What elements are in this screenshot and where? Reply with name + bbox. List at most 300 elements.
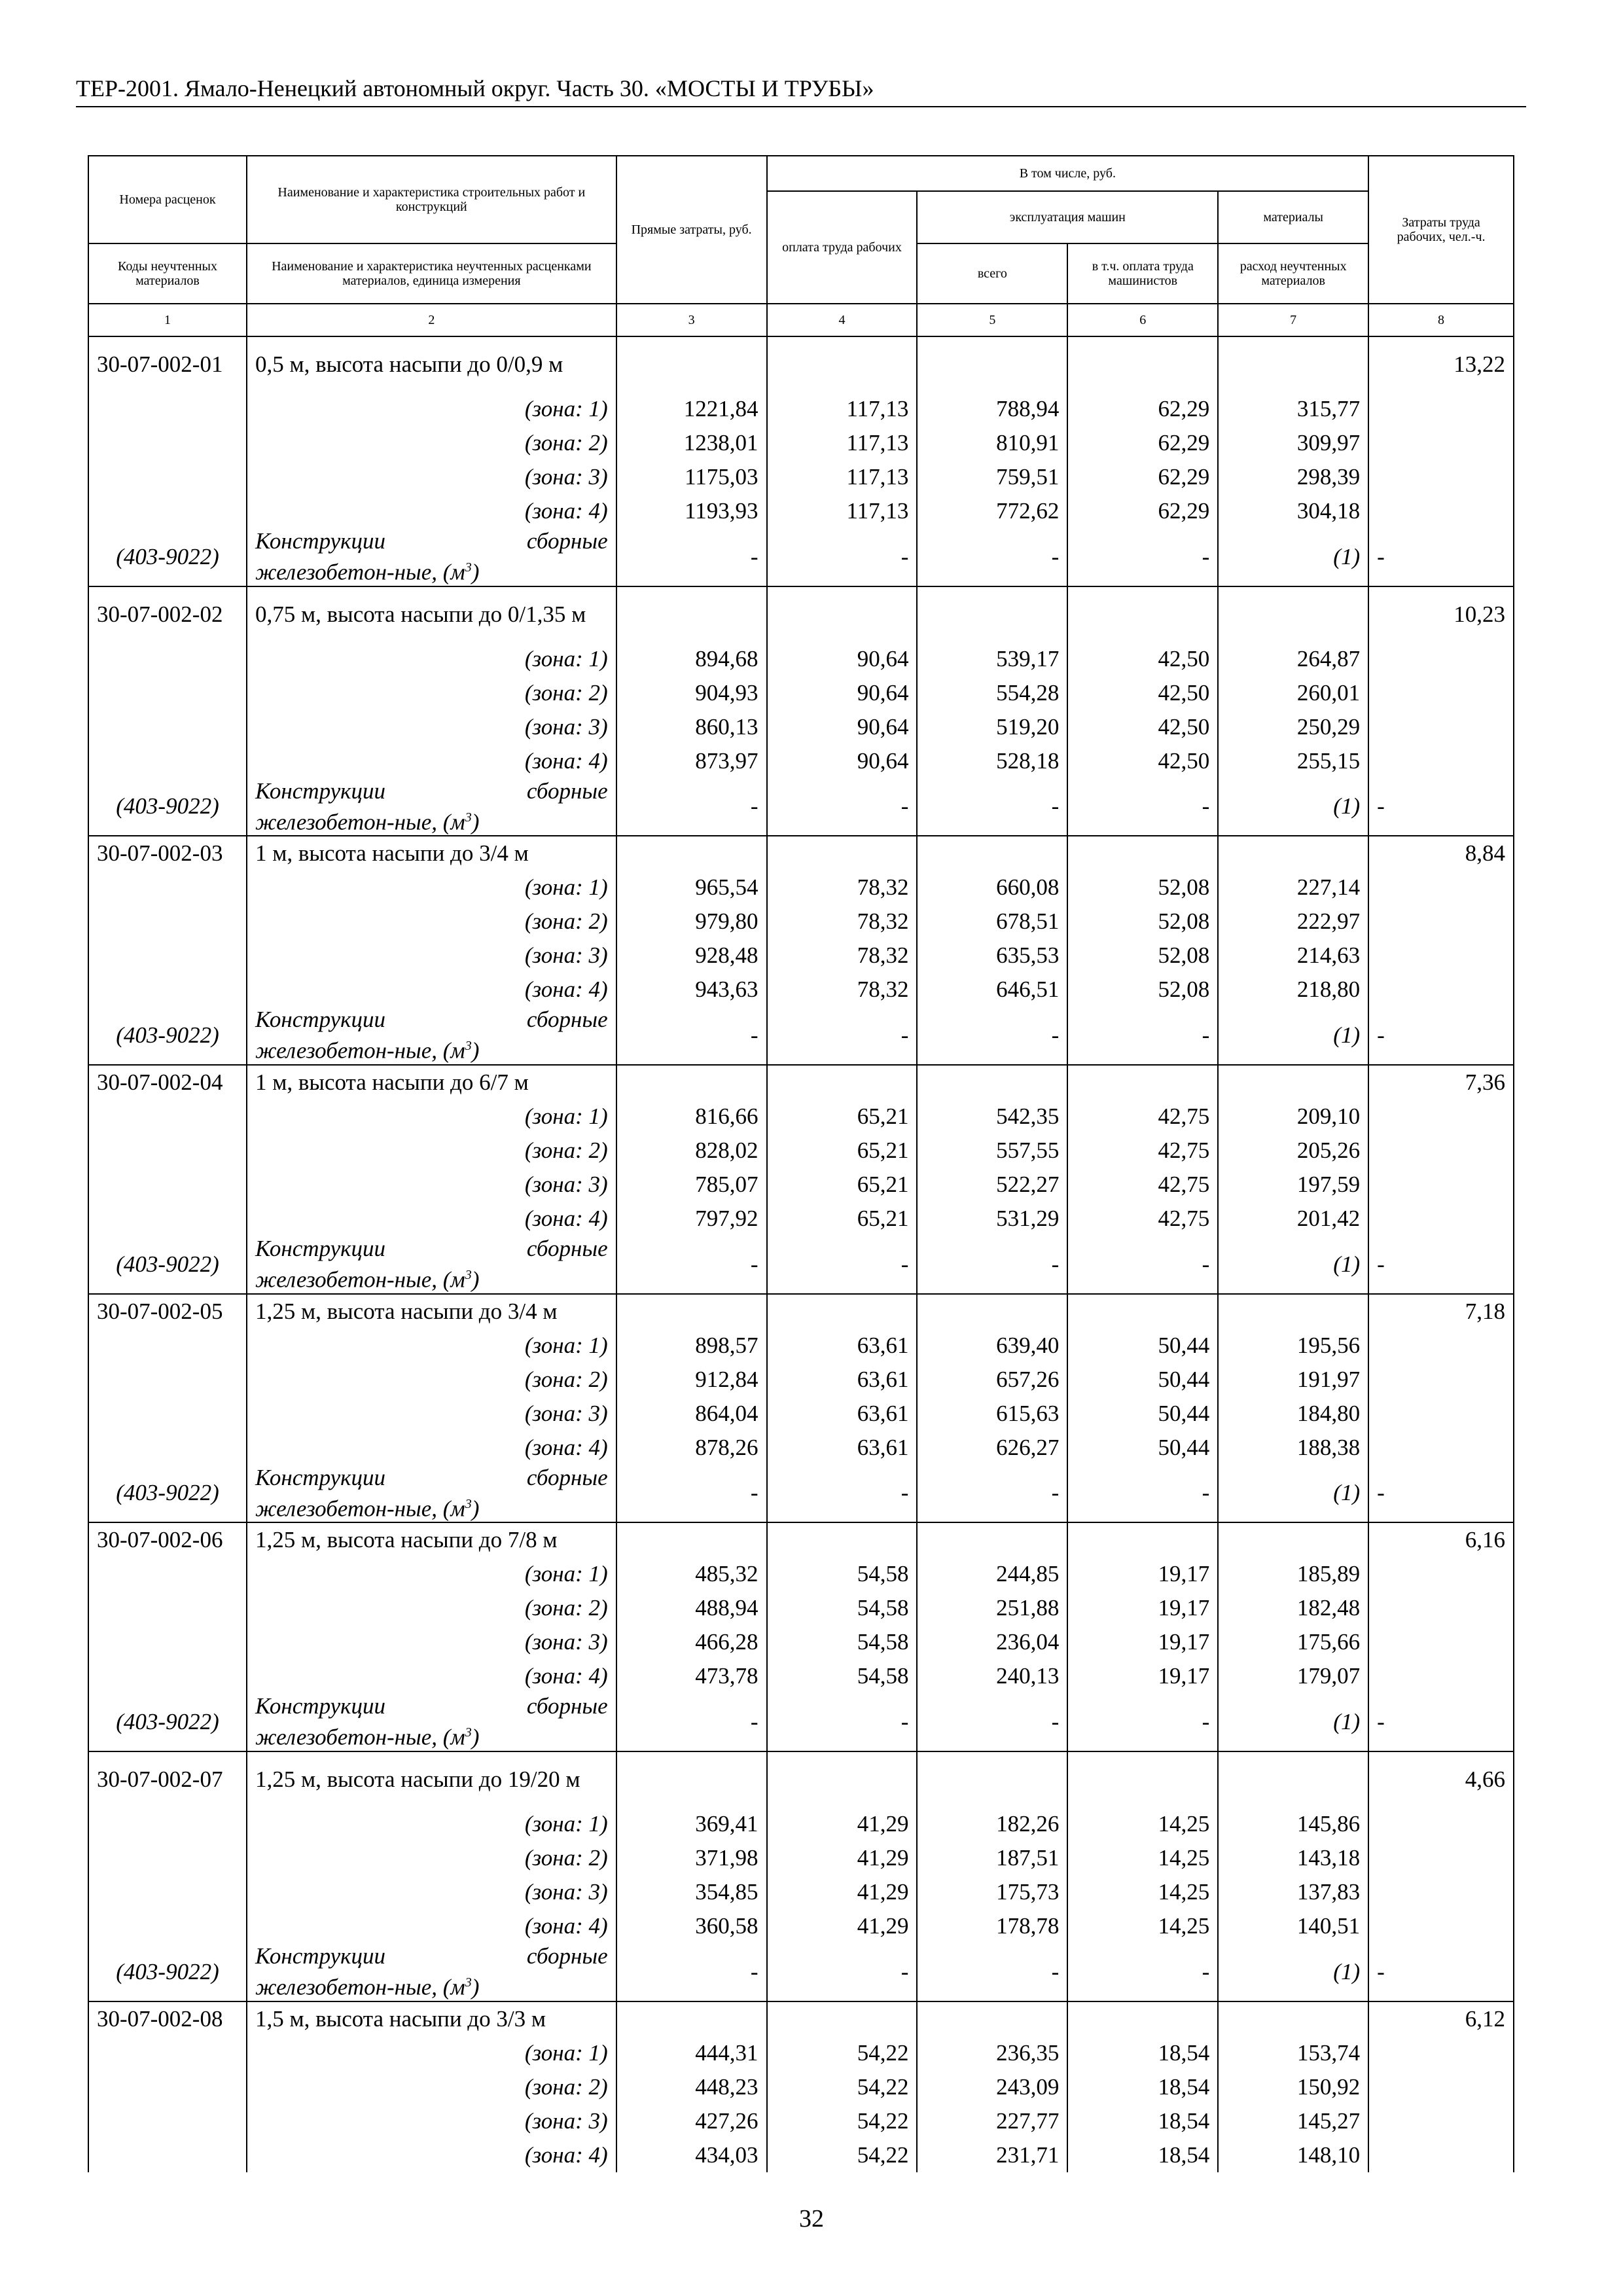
- empty-cell: [767, 2001, 918, 2036]
- empty-cell: [767, 1751, 918, 1807]
- zone-row: [88, 1625, 1514, 1659]
- operators-pay-value: 50,44: [1067, 1431, 1218, 1465]
- workers-pay-value: 54,22: [767, 2070, 918, 2104]
- dash-cell: -: [616, 1693, 767, 1751]
- empty-cell: [1067, 2001, 1218, 2036]
- workers-pay-value: 117,13: [767, 494, 918, 528]
- machine-total-value: 178,78: [917, 1909, 1067, 1943]
- zone-row: [88, 939, 1514, 973]
- empty-cell: [1067, 336, 1218, 392]
- materials-value: 145,86: [1218, 1807, 1368, 1841]
- direct-costs-value: 473,78: [616, 1659, 767, 1693]
- empty-cell: [88, 2138, 247, 2172]
- col-materials: материалы: [1218, 191, 1368, 243]
- zone-row: [88, 1807, 1514, 1841]
- table-header: [88, 156, 1514, 336]
- zone-row: [88, 1134, 1514, 1168]
- workers-pay-value: 65,21: [767, 1202, 918, 1236]
- direct-costs-value: 360,58: [616, 1909, 767, 1943]
- labor-costs: 6,12: [1368, 2001, 1514, 2036]
- zone-row: [88, 426, 1514, 460]
- direct-costs-value: 965,54: [616, 870, 767, 905]
- dash-cell: -: [1368, 1693, 1514, 1751]
- zone-row: [88, 744, 1514, 778]
- operators-pay-value: 18,54: [1067, 2104, 1218, 2138]
- machine-total-value: 528,18: [917, 744, 1067, 778]
- materials-value: 250,29: [1218, 710, 1368, 744]
- col-machine-operation: эксплуатация машин: [917, 191, 1218, 243]
- operators-pay-value: 18,54: [1067, 2070, 1218, 2104]
- empty-cell: [1368, 1625, 1514, 1659]
- empty-cell: [917, 586, 1067, 642]
- zone-row: [88, 2070, 1514, 2104]
- workers-pay-value: 90,64: [767, 642, 918, 676]
- material-row: [88, 528, 1514, 586]
- empty-cell: [616, 1294, 767, 1329]
- material-name-end: ): [471, 1266, 480, 1293]
- empty-cell: [767, 1065, 918, 1100]
- empty-cell: [88, 1329, 247, 1363]
- zone-label: (зона: 2): [247, 1134, 616, 1168]
- operators-pay-value: 42,75: [1067, 1168, 1218, 1202]
- empty-cell: [917, 2001, 1067, 2036]
- zone-row: [88, 1168, 1514, 1202]
- empty-cell: [1368, 1363, 1514, 1397]
- empty-cell: [88, 2104, 247, 2138]
- empty-cell: [1368, 642, 1514, 676]
- column-number: 6: [1067, 304, 1218, 336]
- empty-cell: [1368, 905, 1514, 939]
- material-name-end: ): [471, 1037, 480, 1064]
- machine-total-value: 635,53: [917, 939, 1067, 973]
- workers-pay-value: 41,29: [767, 1909, 918, 1943]
- operators-pay-value: 52,08: [1067, 939, 1218, 973]
- zone-row: [88, 1909, 1514, 1943]
- materials-value: 315,77: [1218, 392, 1368, 426]
- dash-cell: -: [1067, 778, 1218, 836]
- material-unit-exponent: 3: [465, 1039, 472, 1054]
- machine-total-value: 244,85: [917, 1557, 1067, 1591]
- materials-value: 140,51: [1218, 1909, 1368, 1943]
- workers-pay-value: 63,61: [767, 1329, 918, 1363]
- material-name-text: Конструкции сборные железобетон-ные, (м: [255, 1464, 608, 1522]
- col-rate-numbers: Номера расценок: [88, 156, 247, 243]
- material-name: [247, 1236, 616, 1294]
- direct-costs-value: 898,57: [616, 1329, 767, 1363]
- zone-row: [88, 710, 1514, 744]
- zone-label: (зона: 3): [247, 1397, 616, 1431]
- dash-cell: -: [1067, 1236, 1218, 1294]
- machine-total-value: 243,09: [917, 2070, 1067, 2104]
- workers-pay-value: 63,61: [767, 1397, 918, 1431]
- machine-total-value: 531,29: [917, 1202, 1067, 1236]
- dash-cell: -: [917, 1465, 1067, 1523]
- empty-cell: [1368, 1909, 1514, 1943]
- material-unit-exponent: 3: [465, 560, 472, 575]
- direct-costs-value: 369,41: [616, 1807, 767, 1841]
- empty-cell: [88, 426, 247, 460]
- zone-row: [88, 973, 1514, 1007]
- dash-cell: -: [1368, 1943, 1514, 2001]
- empty-cell: [88, 870, 247, 905]
- operators-pay-value: 19,17: [1067, 1625, 1218, 1659]
- direct-costs-value: 488,94: [616, 1591, 767, 1625]
- zone-label: (зона: 1): [247, 392, 616, 426]
- direct-costs-value: 816,66: [616, 1100, 767, 1134]
- dash-cell: -: [1368, 1007, 1514, 1065]
- workers-pay-value: 117,13: [767, 426, 918, 460]
- dash-cell: -: [1067, 1943, 1218, 2001]
- direct-costs-value: 427,26: [616, 2104, 767, 2138]
- zone-row: [88, 1841, 1514, 1875]
- empty-cell: [767, 836, 918, 870]
- labor-costs: 10,23: [1368, 586, 1514, 642]
- workers-pay-value: 117,13: [767, 460, 918, 494]
- rate-title-row: [88, 586, 1514, 642]
- material-name-end: ): [471, 809, 480, 835]
- material-name: [247, 1465, 616, 1523]
- direct-costs-value: 797,92: [616, 1202, 767, 1236]
- material-name: [247, 778, 616, 836]
- operators-pay-value: 42,75: [1067, 1134, 1218, 1168]
- col-unaccounted-codes: Коды неучтенных материалов: [88, 243, 247, 304]
- zone-label: (зона: 4): [247, 1909, 616, 1943]
- materials-value: 214,63: [1218, 939, 1368, 973]
- workers-pay-value: 65,21: [767, 1134, 918, 1168]
- rate-title-row: [88, 2001, 1514, 2036]
- empty-cell: [88, 1202, 247, 1236]
- empty-cell: [88, 2036, 247, 2070]
- operators-pay-value: 18,54: [1067, 2138, 1218, 2172]
- empty-cell: [88, 939, 247, 973]
- workers-pay-value: 41,29: [767, 1841, 918, 1875]
- machine-total-value: 240,13: [917, 1659, 1067, 1693]
- operators-pay-value: 14,25: [1067, 1807, 1218, 1841]
- empty-cell: [88, 1591, 247, 1625]
- workers-pay-value: 63,61: [767, 1431, 918, 1465]
- labor-costs: 6,16: [1368, 1522, 1514, 1557]
- empty-cell: [1218, 336, 1368, 392]
- zone-label: (зона: 3): [247, 1625, 616, 1659]
- dash-cell: -: [767, 778, 918, 836]
- dash-cell: -: [917, 1236, 1067, 1294]
- rate-code: 30-07-002-08: [88, 2001, 247, 2036]
- empty-cell: [1067, 1294, 1218, 1329]
- material-name-text: Конструкции сборные железобетон-ные, (м: [255, 1007, 608, 1064]
- empty-cell: [1368, 1875, 1514, 1909]
- materials-value: 201,42: [1218, 1202, 1368, 1236]
- page-number: 32: [799, 2205, 824, 2233]
- material-name-text: Конструкции сборные железобетон-ные, (м: [255, 1235, 608, 1293]
- table-body: [88, 336, 1514, 2172]
- machine-total-value: 810,91: [917, 426, 1067, 460]
- column-number: 5: [917, 304, 1067, 336]
- empty-cell: [88, 1431, 247, 1465]
- rate-code: 30-07-002-04: [88, 1065, 247, 1100]
- direct-costs-value: 1221,84: [616, 392, 767, 426]
- zone-label: (зона: 4): [247, 1431, 616, 1465]
- zone-label: (зона: 2): [247, 2070, 616, 2104]
- empty-cell: [1368, 2036, 1514, 2070]
- empty-cell: [88, 460, 247, 494]
- materials-value: 153,74: [1218, 2036, 1368, 2070]
- zone-row: [88, 1397, 1514, 1431]
- column-number: 7: [1218, 304, 1368, 336]
- zone-row: [88, 1202, 1514, 1236]
- material-quantity: (1): [1218, 1693, 1368, 1751]
- materials-value: 195,56: [1218, 1329, 1368, 1363]
- empty-cell: [1218, 1522, 1368, 1557]
- empty-cell: [88, 973, 247, 1007]
- operators-pay-value: 19,17: [1067, 1557, 1218, 1591]
- machine-total-value: 182,26: [917, 1807, 1067, 1841]
- material-name-text: Конструкции сборные железобетон-ные, (м: [255, 1693, 608, 1750]
- empty-cell: [1368, 1397, 1514, 1431]
- direct-costs-value: 860,13: [616, 710, 767, 744]
- material-name-text: Конструкции сборные железобетон-ные, (м: [255, 778, 608, 835]
- direct-costs-value: 864,04: [616, 1397, 767, 1431]
- rate-title-row: [88, 1751, 1514, 1807]
- material-code: (403-9022): [88, 778, 247, 836]
- col-work-name: Наименование и характеристика строительных работ и конструкций: [247, 156, 616, 243]
- empty-cell: [1067, 1751, 1218, 1807]
- empty-cell: [616, 1065, 767, 1100]
- direct-costs-value: 354,85: [616, 1875, 767, 1909]
- zone-row: [88, 676, 1514, 710]
- empty-cell: [616, 2001, 767, 2036]
- material-unit-exponent: 3: [465, 810, 472, 825]
- direct-costs-value: 878,26: [616, 1431, 767, 1465]
- rate-title-row: [88, 336, 1514, 392]
- empty-cell: [616, 1751, 767, 1807]
- dash-cell: -: [917, 1007, 1067, 1065]
- col-machine-total: всего: [917, 243, 1067, 304]
- operators-pay-value: 50,44: [1067, 1397, 1218, 1431]
- dash-cell: -: [917, 1693, 1067, 1751]
- zone-row: [88, 870, 1514, 905]
- operators-pay-value: 42,50: [1067, 710, 1218, 744]
- material-quantity: (1): [1218, 1236, 1368, 1294]
- rate-title-row: [88, 836, 1514, 870]
- dash-cell: -: [1067, 1693, 1218, 1751]
- material-name-end: ): [471, 559, 480, 585]
- empty-cell: [88, 1625, 247, 1659]
- material-name: [247, 1693, 616, 1751]
- dash-cell: -: [767, 1943, 918, 2001]
- rate-name: 1,25 м, высота насыпи до 7/8 м: [247, 1522, 616, 1557]
- empty-cell: [917, 836, 1067, 870]
- material-quantity: (1): [1218, 1465, 1368, 1523]
- empty-cell: [1368, 1100, 1514, 1134]
- rate-code: 30-07-002-07: [88, 1751, 247, 1807]
- machine-total-value: 759,51: [917, 460, 1067, 494]
- materials-value: 304,18: [1218, 494, 1368, 528]
- empty-cell: [1368, 676, 1514, 710]
- machine-total-value: 557,55: [917, 1134, 1067, 1168]
- materials-value: 191,97: [1218, 1363, 1368, 1397]
- material-code: (403-9022): [88, 528, 247, 586]
- empty-cell: [1368, 710, 1514, 744]
- empty-cell: [88, 1807, 247, 1841]
- operators-pay-value: 42,75: [1067, 1202, 1218, 1236]
- rate-name: 1,25 м, высота насыпи до 19/20 м: [247, 1751, 616, 1807]
- rate-name: 1,25 м, высота насыпи до 3/4 м: [247, 1294, 616, 1329]
- workers-pay-value: 41,29: [767, 1875, 918, 1909]
- empty-cell: [88, 1363, 247, 1397]
- machine-total-value: 615,63: [917, 1397, 1067, 1431]
- workers-pay-value: 65,21: [767, 1168, 918, 1202]
- dash-cell: -: [917, 778, 1067, 836]
- dash-cell: -: [1368, 528, 1514, 586]
- zone-label: (зона: 4): [247, 2138, 616, 2172]
- rate-name: 1 м, высота насыпи до 6/7 м: [247, 1065, 616, 1100]
- workers-pay-value: 78,32: [767, 939, 918, 973]
- empty-cell: [1368, 1202, 1514, 1236]
- direct-costs-value: 873,97: [616, 744, 767, 778]
- workers-pay-value: 78,32: [767, 905, 918, 939]
- zone-row: [88, 1875, 1514, 1909]
- empty-cell: [767, 1522, 918, 1557]
- material-row: [88, 1693, 1514, 1751]
- empty-cell: [88, 1659, 247, 1693]
- material-code: (403-9022): [88, 1007, 247, 1065]
- materials-value: 150,92: [1218, 2070, 1368, 2104]
- rate-code: 30-07-002-03: [88, 836, 247, 870]
- machine-total-value: 554,28: [917, 676, 1067, 710]
- empty-cell: [767, 1294, 918, 1329]
- zone-label: (зона: 4): [247, 1202, 616, 1236]
- operators-pay-value: 62,29: [1067, 494, 1218, 528]
- materials-value: 264,87: [1218, 642, 1368, 676]
- empty-cell: [1067, 1065, 1218, 1100]
- operators-pay-value: 42,50: [1067, 642, 1218, 676]
- page-header: ТЕР-2001. Ямало-Ненецкий автономный округ. Часть 30. «МОСТЫ И ТРУБЫ»: [76, 72, 1526, 107]
- machine-total-value: 539,17: [917, 642, 1067, 676]
- zone-label: (зона: 4): [247, 744, 616, 778]
- machine-total-value: 678,51: [917, 905, 1067, 939]
- empty-cell: [917, 1522, 1067, 1557]
- machine-total-value: 231,71: [917, 2138, 1067, 2172]
- zone-label: (зона: 3): [247, 1168, 616, 1202]
- zone-row: [88, 905, 1514, 939]
- materials-value: 222,97: [1218, 905, 1368, 939]
- machine-total-value: 251,88: [917, 1591, 1067, 1625]
- empty-cell: [88, 1909, 247, 1943]
- empty-cell: [88, 1875, 247, 1909]
- empty-cell: [1368, 1431, 1514, 1465]
- empty-cell: [1218, 1294, 1368, 1329]
- direct-costs-value: 979,80: [616, 905, 767, 939]
- zone-row: [88, 1329, 1514, 1363]
- empty-cell: [616, 1522, 767, 1557]
- operators-pay-value: 42,50: [1067, 676, 1218, 710]
- material-name-end: ): [471, 1496, 480, 1522]
- rate-code: 30-07-002-01: [88, 336, 247, 392]
- workers-pay-value: 65,21: [767, 1100, 918, 1134]
- material-name-end: ): [471, 1724, 480, 1750]
- empty-cell: [88, 1168, 247, 1202]
- machine-total-value: 788,94: [917, 392, 1067, 426]
- empty-cell: [88, 494, 247, 528]
- empty-cell: [1218, 2001, 1368, 2036]
- material-name: [247, 1007, 616, 1065]
- zone-label: (зона: 4): [247, 973, 616, 1007]
- empty-cell: [917, 1294, 1067, 1329]
- zone-label: (зона: 3): [247, 1875, 616, 1909]
- zone-row: [88, 1659, 1514, 1693]
- material-row: [88, 1943, 1514, 2001]
- empty-cell: [1218, 586, 1368, 642]
- zone-label: (зона: 1): [247, 1807, 616, 1841]
- col-workers-pay: оплата труда рабочих: [767, 191, 918, 304]
- empty-cell: [88, 710, 247, 744]
- zone-row: [88, 460, 1514, 494]
- materials-value: 227,14: [1218, 870, 1368, 905]
- machine-total-value: 236,35: [917, 2036, 1067, 2070]
- dash-cell: -: [616, 1236, 767, 1294]
- empty-cell: [88, 2070, 247, 2104]
- empty-cell: [1067, 1522, 1218, 1557]
- zone-label: (зона: 3): [247, 460, 616, 494]
- col-operators-pay: в т.ч. оплата труда машинистов: [1067, 243, 1218, 304]
- direct-costs-value: 448,23: [616, 2070, 767, 2104]
- direct-costs-value: 434,03: [616, 2138, 767, 2172]
- labor-costs: 8,84: [1368, 836, 1514, 870]
- direct-costs-value: 1193,93: [616, 494, 767, 528]
- direct-costs-value: 904,93: [616, 676, 767, 710]
- direct-costs-value: 444,31: [616, 2036, 767, 2070]
- rate-title-row: [88, 1294, 1514, 1329]
- workers-pay-value: 90,64: [767, 744, 918, 778]
- rate-code: 30-07-002-05: [88, 1294, 247, 1329]
- empty-cell: [1067, 836, 1218, 870]
- empty-cell: [1368, 2138, 1514, 2172]
- materials-value: 175,66: [1218, 1625, 1368, 1659]
- materials-value: 309,97: [1218, 426, 1368, 460]
- dash-cell: -: [767, 528, 918, 586]
- rate-name: 0,75 м, высота насыпи до 0/1,35 м: [247, 586, 616, 642]
- labor-costs: 13,22: [1368, 336, 1514, 392]
- material-unit-exponent: 3: [465, 1725, 472, 1740]
- empty-cell: [1368, 1841, 1514, 1875]
- dash-cell: -: [616, 1465, 767, 1523]
- operators-pay-value: 18,54: [1067, 2036, 1218, 2070]
- rate-code: 30-07-002-06: [88, 1522, 247, 1557]
- machine-total-value: 660,08: [917, 870, 1067, 905]
- empty-cell: [88, 642, 247, 676]
- labor-costs: 4,66: [1368, 1751, 1514, 1807]
- direct-costs-value: 1175,03: [616, 460, 767, 494]
- material-quantity: (1): [1218, 528, 1368, 586]
- machine-total-value: 772,62: [917, 494, 1067, 528]
- rate-title-row: [88, 1522, 1514, 1557]
- workers-pay-value: 54,58: [767, 1659, 918, 1693]
- zone-row: [88, 1591, 1514, 1625]
- direct-costs-value: 485,32: [616, 1557, 767, 1591]
- empty-cell: [1368, 1329, 1514, 1363]
- zone-label: (зона: 2): [247, 426, 616, 460]
- workers-pay-value: 41,29: [767, 1807, 918, 1841]
- col-unaccounted-names: Наименование и характеристика неучтенных расценками материалов, единица измерения: [247, 243, 616, 304]
- operators-pay-value: 19,17: [1067, 1591, 1218, 1625]
- materials-value: 182,48: [1218, 1591, 1368, 1625]
- material-name-text: Конструкции сборные железобетон-ные, (м: [255, 528, 608, 585]
- materials-value: 185,89: [1218, 1557, 1368, 1591]
- zone-label: (зона: 3): [247, 2104, 616, 2138]
- workers-pay-value: 90,64: [767, 676, 918, 710]
- empty-cell: [1067, 586, 1218, 642]
- empty-cell: [88, 1841, 247, 1875]
